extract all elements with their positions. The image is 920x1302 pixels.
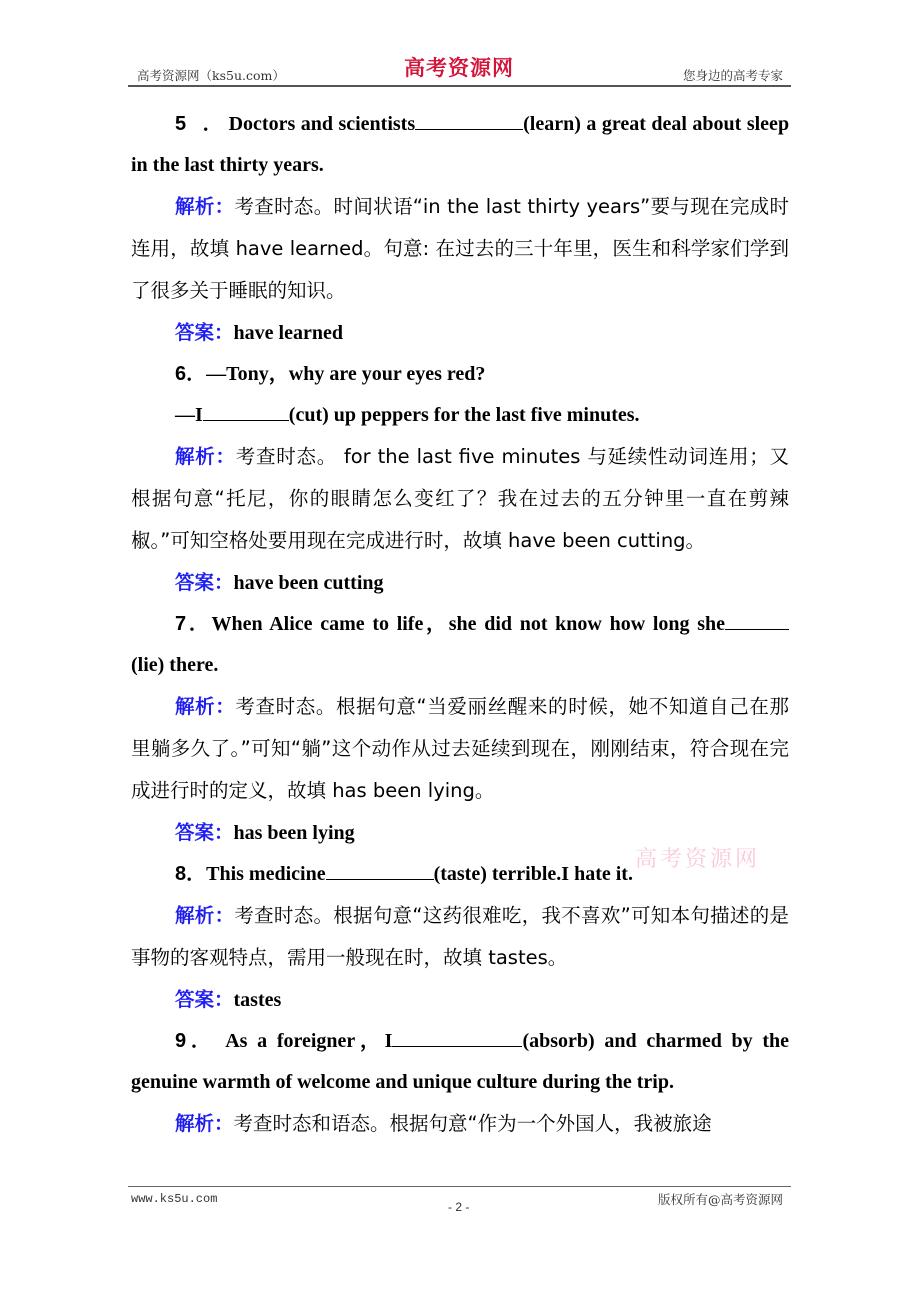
answer-blank	[392, 1045, 522, 1047]
question-5	[131, 104, 789, 354]
analysis-paragraph	[131, 436, 789, 562]
analysis-paragraph	[131, 1103, 789, 1145]
answer-text: has been lying	[233, 822, 355, 844]
footer-divider	[128, 1186, 791, 1187]
question-stem: 9． As a foreigner，I (absorb) and charmed by the genuine warmth of welcome and unique culture during the trip.	[131, 1030, 790, 1093]
answer-paragraph	[131, 979, 789, 1021]
question-6	[131, 354, 789, 604]
answer-blank	[203, 419, 289, 421]
footer-url: www.ks5u.com	[131, 1192, 218, 1206]
header-slogan: 您身边的高考专家	[682, 68, 783, 83]
question-8	[131, 854, 789, 1021]
analysis-paragraph	[131, 895, 789, 979]
answer-text: have been cutting	[233, 572, 384, 594]
question-stem-line-2: —I (cut) up peppers for the last five minutes.	[175, 404, 640, 426]
answer-text: tastes	[233, 989, 282, 1011]
answer-blank	[326, 878, 434, 880]
answer-blank	[725, 628, 789, 630]
question-stem: 8．This medicine (taste) terrible.I hate it.	[175, 863, 633, 885]
question-number: 7	[175, 613, 187, 635]
answer-paragraph	[131, 562, 789, 604]
question-number: 8	[175, 863, 187, 885]
analysis-text: 考查时态。根据句意“这药很难吃，我不喜欢”可知本句描述的是事物的客观特点，需用一般现在时，故填 tastes。	[131, 904, 789, 969]
analysis-text: 考查时态和语态。根据句意“作为一个外国人，我被旅途	[233, 1112, 712, 1135]
question-number: 9	[175, 1030, 187, 1052]
answer-label: 答案：	[175, 321, 234, 344]
question-stem: 6．—Tony，why are your eyes red?	[175, 363, 486, 385]
analysis-label: 解析：	[175, 445, 236, 468]
answer-label: 答案：	[175, 988, 234, 1011]
analysis-label: 解析：	[175, 195, 235, 218]
analysis-label: 解析：	[175, 1112, 234, 1135]
answer-label: 答案：	[175, 571, 234, 594]
question-stem: 5 ． Doctors and scientists (learn) a great deal about sleep in the last thirty years.	[131, 113, 790, 176]
analysis-text: 考查时态。时间状语“in the last thirty years”要与现在完成时连用，故填 have learned。句意: 在过去的三十年里，医生和科学家们学到了很多关于睡眠的知识。	[131, 195, 789, 302]
question-stem: 7．When Alice came to life，she did not know how long she (lie) there.	[131, 604, 789, 686]
question-number: 6	[175, 363, 187, 385]
analysis-text: 考查时态。根据句意“当爱丽丝醒来的时候，她不知道自己在那里躺多久了。”可知“躺”这个动作从过去延续到现在，刚刚结束，符合现在完成进行时的定义，故填 has been lying。	[131, 695, 789, 802]
header-divider	[128, 85, 791, 87]
header-logo: 高考资源网	[404, 55, 514, 80]
analysis-label: 解析：	[175, 695, 236, 718]
document-body	[131, 104, 789, 1145]
header-site-name: 高考资源网（ks5u.com）	[137, 68, 285, 83]
page-number: - 2 -	[448, 1200, 470, 1214]
footer-copyright: 版权所有@高考资源网	[657, 1192, 783, 1207]
analysis-paragraph	[131, 186, 789, 312]
answer-text: have learned	[233, 322, 343, 344]
answer-label: 答案：	[175, 821, 234, 844]
analysis-text: 考查时态。 for the last five minutes 与延续性动词连用；又根据句意“托尼，你的眼睛怎么变红了？我在过去的五分钟里一直在剪辣椒。”可知空格处要用现在完成进行时，故填 have been cutting。	[131, 445, 789, 552]
watermark: 高考资源网	[635, 847, 761, 872]
question-number: 5	[175, 113, 187, 135]
question-9	[131, 1021, 789, 1145]
answer-paragraph	[131, 312, 789, 354]
question-7	[131, 604, 789, 854]
analysis-label: 解析：	[175, 904, 235, 927]
analysis-paragraph	[131, 686, 789, 812]
answer-blank	[415, 128, 523, 130]
